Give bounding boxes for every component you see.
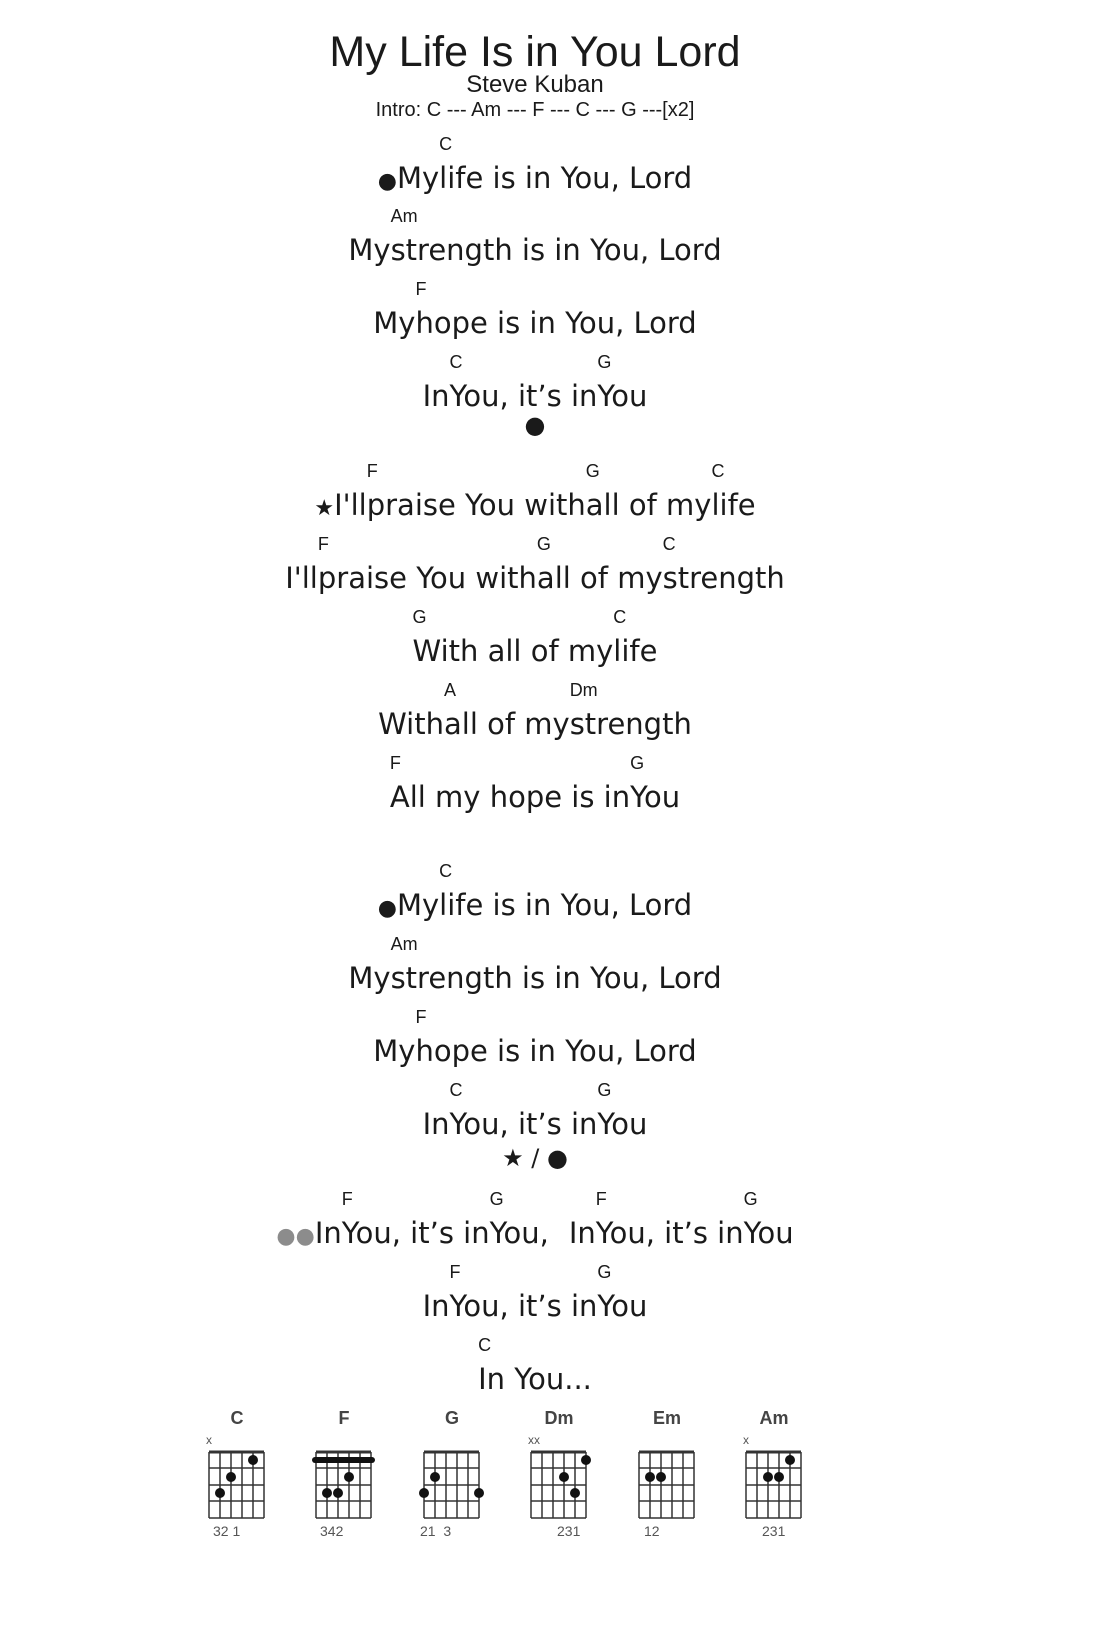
lyric-segment: My [348,233,391,267]
lyric-segment: My [396,888,440,922]
lyric-segment: My [348,961,391,995]
lyric-segment: G You [597,1080,648,1141]
chord-label: Dm [569,680,598,700]
chord-grid-g [412,1430,492,1540]
fingering: 12 [644,1523,660,1539]
lyric-segment: I'll [334,488,367,522]
chord-label: C [662,534,676,554]
lyric-segment: G You [630,753,681,814]
lyric-segment: Am strength is in You, Lord [390,934,722,995]
lyric-segment: F You, it’s in [341,1189,490,1250]
chord-label: G [412,607,427,627]
chord-label: C [613,607,627,627]
verse-marker-icon: ● [377,169,397,194]
chord-label: A [444,680,457,700]
verse1-line-2 [0,206,1070,270]
chorus-star-icon: ★ [314,496,335,521]
chord-diagram-am [734,1408,814,1540]
chord-label: C [439,861,453,881]
lyric-segment: F All my hope is in [389,753,631,814]
chord-diagram-dm [519,1408,599,1540]
lyric-segment: C In You... [478,1335,592,1396]
chord-diagram-g [412,1408,492,1540]
tag-line [0,1189,1070,1257]
lyric-segment: In [568,1216,596,1250]
intro-line: Intro: C --- Am --- F --- C --- G ---[x2] [375,99,695,121]
lyric-segment: C You, it’s in [449,352,598,413]
chord-label: C [478,1335,492,1355]
chord-name: Am [759,1408,789,1428]
lyric-segment: F You, it’s in [595,1189,744,1250]
verse1-line-3 [0,279,1070,343]
chord-label: F [341,1189,353,1209]
lyric-segment: I'll [285,561,318,595]
lyric-segment: C life [711,461,756,522]
section-marker-after-verse2: ★ / ● [502,1144,568,1172]
verse2-line-4 [0,1080,1070,1144]
chord-label: F [317,534,329,554]
lyric-segments [314,1189,549,1250]
chord-label: C [711,461,725,481]
lyric-segments [568,1189,794,1250]
ending-line-2 [0,1262,1070,1326]
lyric-segment: G You [597,1262,648,1323]
mute-marks: x [206,1433,212,1447]
lyric-segment: Dm strength [569,680,692,741]
lyric-segment: C strength [662,534,785,595]
chord-label: G [743,1189,758,1209]
chord-label: F [595,1189,607,1209]
chord-label: C [449,352,463,372]
verse2-line-2 [0,934,1070,998]
lyric-segments [334,461,756,522]
chord-label: G [489,1189,504,1209]
chord-label: G [585,461,600,481]
mute-marks: xx [528,1433,540,1447]
fingering: 21 3 [420,1523,452,1539]
lyric-segment: In [422,1107,450,1141]
lyric-segment: In [422,379,450,413]
chord-grid-em [627,1430,707,1540]
chord-label: G [597,352,612,372]
lyric-segment: G You [743,1189,794,1250]
lyric-segment: C life is in You, Lord [439,134,693,195]
lyric-segment: G all of my [536,534,663,595]
chord-diagram-f [304,1408,384,1540]
chord-diagram-c [197,1408,277,1540]
chord-label: F [366,461,378,481]
chord-name: G [444,1408,459,1428]
verse2-line-3 [0,1007,1070,1071]
chord-grid-c [197,1430,277,1540]
section-marker-after-verse1: ● [524,411,546,439]
chorus-line-4 [0,680,1070,744]
lyric-segment: With [378,707,444,741]
lyric-segment: C life is in You, Lord [439,861,693,922]
chord-name: C [230,1408,244,1428]
fingering: 342 [320,1523,344,1539]
chord-label: Am [390,206,418,226]
lyric-segment: G With all of my [412,607,614,668]
chord-name: F [338,1408,350,1428]
lyric-segment: In [314,1216,342,1250]
chord-label: G [597,1262,612,1282]
chord-label: G [536,534,551,554]
chord-label: C [449,1080,463,1100]
chord-label: Am [390,934,418,954]
song-author: Steve Kuban [466,71,604,98]
chorus-line-3 [0,607,1070,671]
chord-label: G [597,1080,612,1100]
fingering: 32 1 [213,1523,241,1539]
chord-diagram-em [627,1408,707,1540]
mute-marks: x [743,1433,749,1447]
lyric-segment: Am strength is in You, Lord [390,206,722,267]
chord-label: F [389,753,401,773]
fingering: 231 [557,1523,581,1539]
chord-label: C [439,134,453,154]
chord-grid-am [734,1430,814,1540]
lyric-segment: F praise You with [317,534,537,595]
chord-label: F [449,1262,461,1282]
lyric-segment: My [373,1034,416,1068]
verse-marker-icon: ● [377,896,397,921]
lyric-segment: My [396,161,440,195]
chorus-line-1 [0,461,1070,529]
chord-grid-f [304,1430,384,1540]
lyric-segment: C life [613,607,658,668]
lyric-segment: A all of my [444,680,570,741]
lyric-segment: C You, it’s in [449,1080,598,1141]
lyric-segment: F You, it’s in [449,1262,598,1323]
lyric-segment: F hope is in You, Lord [415,279,697,340]
chord-name: Em [652,1408,681,1428]
chord-label: F [415,1007,427,1027]
lyric-segment: G You, [489,1189,549,1250]
chord-grid-dm [519,1430,599,1540]
chord-label: G [630,753,645,773]
ending-line-3 [0,1335,1070,1399]
verse2-line-1 [0,861,1070,929]
verse1-line-1 [0,134,1070,202]
chord-label: F [415,279,427,299]
tag-marker-icon: ●● [276,1224,315,1249]
lyric-segment: G You [597,352,648,413]
chorus-line-5 [0,753,1070,817]
lyric-segment: F hope is in You, Lord [415,1007,697,1068]
song-title: My Life Is in You Lord [329,28,741,76]
lyric-segment: F praise You with [366,461,586,522]
lyric-segments [396,134,693,195]
barre [312,1457,375,1463]
lyric-segment: In [422,1289,450,1323]
lyric-segment: G all of my [585,461,712,522]
lyric-segment: My [373,306,416,340]
chord-name: Dm [544,1408,574,1428]
fingering: 231 [762,1523,786,1539]
lyric-segments [396,861,693,922]
chorus-line-2 [0,534,1070,598]
